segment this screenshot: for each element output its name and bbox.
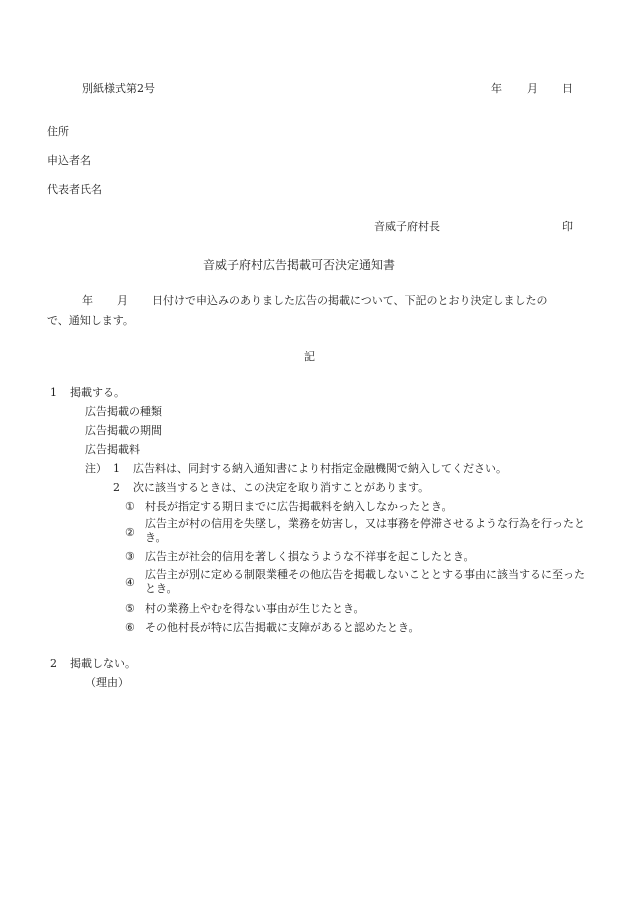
condition-1-text: 村長が指定する期日までに広告掲載料を納入しなかったとき。 xyxy=(145,500,453,513)
condition-6-mark: ⑥ xyxy=(125,621,135,634)
condition-4-mark: ④ xyxy=(125,576,135,589)
representative-label: 代表者氏名 xyxy=(47,183,102,196)
note-1-number: 1 xyxy=(113,462,120,475)
item-ad-fee: 広告掲載料 xyxy=(85,443,140,456)
form-number: 別紙様式第2号 xyxy=(82,82,155,95)
date-day: 日 xyxy=(562,82,573,95)
note-1-text: 広告料は、同封する納入通知書により村指定金融機関で納入してください。 xyxy=(133,462,507,475)
section2-number: 2 xyxy=(50,657,57,670)
date-year: 年 xyxy=(491,82,502,95)
intro-year: 年 xyxy=(82,294,93,307)
condition-2-mark: ② xyxy=(125,526,135,539)
note-2-text: 次に該当するときは、この決定を取り消すことがあります。 xyxy=(133,481,430,494)
item-ad-type: 広告掲載の種類 xyxy=(85,405,162,418)
notes-label: 注） xyxy=(85,462,107,475)
section1-heading: 掲載する。 xyxy=(70,386,125,399)
section1-number: 1 xyxy=(50,386,57,399)
seal-mark: 印 xyxy=(562,220,573,233)
applicant-name-label: 申込者名 xyxy=(47,154,91,167)
condition-4-text: 広告主が別に定める制限業種その他広告を掲載しないこととする事由に該当するに至ったとき。 xyxy=(145,568,585,595)
note-2-number: 2 xyxy=(113,481,120,494)
document-title: 音威子府村広告掲載可否決定通知書 xyxy=(203,258,396,272)
intro-line1: 日付けで申込みのありました広告の掲載について、下記のとおり決定しましたの xyxy=(152,294,548,307)
date-month: 月 xyxy=(527,82,538,95)
condition-3-text: 広告主が社会的信用を著しく損なうような不祥事を起こしたとき。 xyxy=(145,550,475,563)
reason-label: （理由） xyxy=(85,676,129,689)
item-ad-period: 広告掲載の期間 xyxy=(85,424,162,437)
condition-2-text: 広告主が村の信用を失墜し，業務を妨害し，又は事務を停滞させるような行為を行ったとき。 xyxy=(145,517,585,544)
issuer-title: 音威子府村長 xyxy=(374,220,440,233)
condition-5-text: 村の業務上やむを得ない事由が生じたとき。 xyxy=(145,602,365,615)
address-label: 住所 xyxy=(47,125,69,138)
condition-1-mark: ① xyxy=(125,500,135,513)
ki-heading: 記 xyxy=(304,350,315,363)
intro-line2: で、通知します。 xyxy=(47,314,134,327)
section2-heading: 掲載しない。 xyxy=(70,657,136,670)
intro-month: 月 xyxy=(117,294,128,307)
condition-3-mark: ③ xyxy=(125,550,135,563)
condition-5-mark: ⑤ xyxy=(125,602,135,615)
condition-6-text: その他村長が特に広告掲載に支障があると認めたとき。 xyxy=(145,621,420,634)
